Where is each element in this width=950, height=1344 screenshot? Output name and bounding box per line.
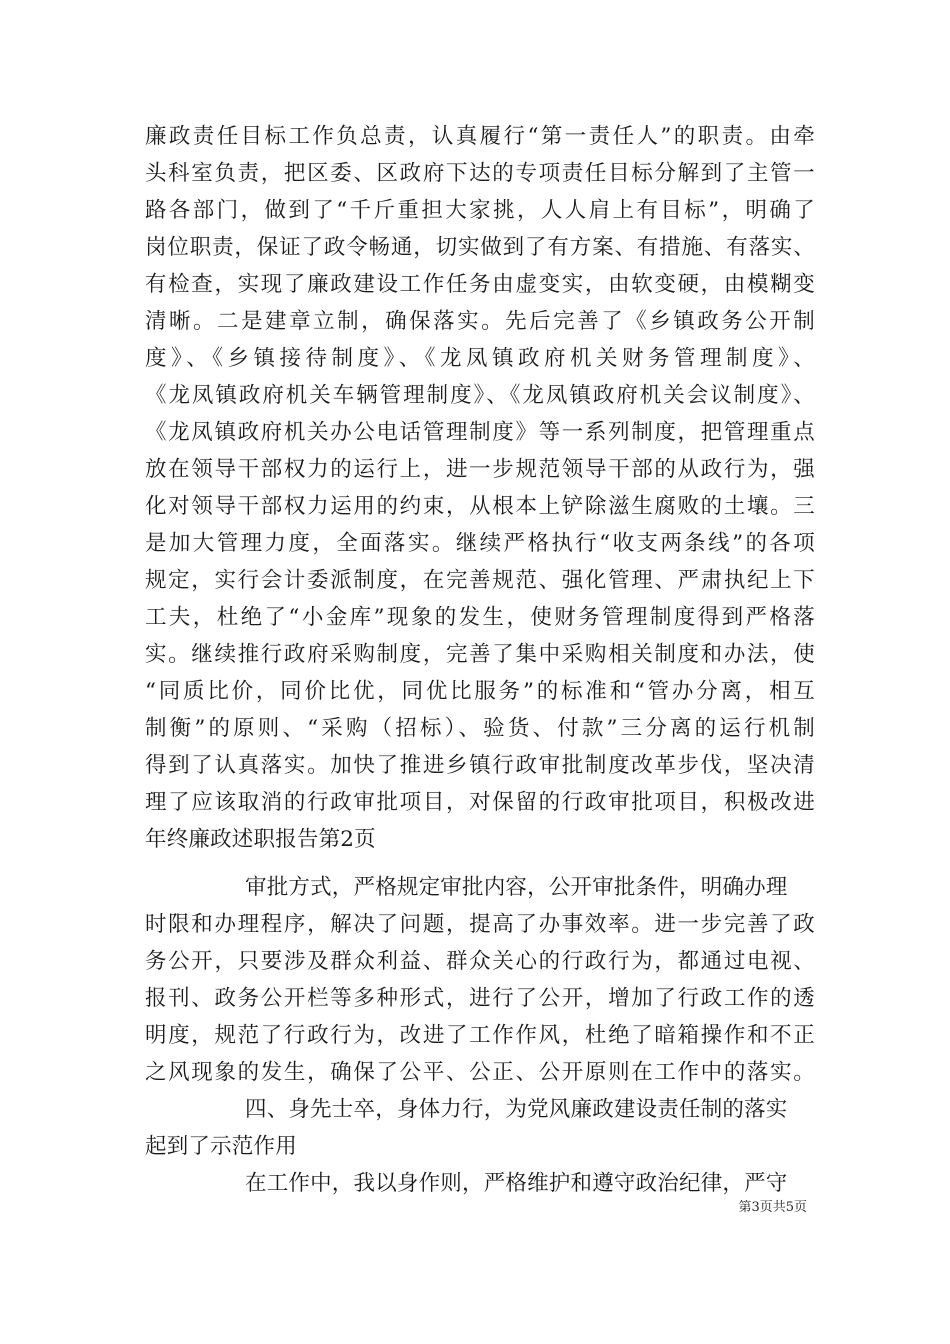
text-line: 理了应该取消的行政审批项目，对保留的行政审批项目，积极改进: [145, 790, 815, 815]
text-line: 化对领导干部权力运用的约束，从根本上铲除滋生腐败的土壤。三: [145, 494, 815, 519]
text-line: 岗位职责，保证了政令畅通，切实做到了有方案、有措施、有落实、: [145, 235, 815, 260]
text-line: 务公开，只要涉及群众利益、群众关心的行政行为，都通过电视、: [145, 949, 815, 974]
text-line: 廉政责任目标工作负总责，认真履行“第一责任人”的职责。由牵: [145, 124, 815, 149]
text-line: 实。继续推行政府采购制度，完善了集中采购相关制度和办法，使: [145, 642, 815, 667]
body-text-bottom: [145, 869, 815, 1202]
section-heading-line: 起到了示范作用: [145, 1134, 297, 1159]
text-line: 放在领导干部权力的运行上，进一步规范领导干部的从政行为，强: [145, 457, 815, 482]
text-line: 《龙凤镇政府机关车辆管理制度》、《龙凤镇政府机关会议制度》、: [145, 383, 815, 408]
text-line: 工夫，杜绝了“小金库”现象的发生，使财务管理制度得到严格落: [145, 605, 815, 630]
text-line: 审批方式，严格规定审批内容，公开审批条件，明确办理: [245, 875, 788, 900]
page-marker-line: 年终廉政述职报告第2页: [145, 827, 376, 852]
text-line: 报刊、政务公开栏等多种形式，进行了公开，增加了行政工作的透: [145, 986, 815, 1011]
text-line: 在工作中，我以身作则，严格维护和遵守政治纪律，严守: [245, 1171, 788, 1196]
text-line: 明度，规范了行政行为，改进了工作作风，杜绝了暗箱操作和不正: [145, 1023, 815, 1048]
text-line: 规定，实行会计委派制度，在完善规范、强化管理、严肃执纪上下: [145, 568, 815, 593]
text-line: 制衡”的原则、“采购（招标）、验货、付款”三分离的运行机制: [145, 716, 815, 741]
text-line: 《龙凤镇政府机关办公电话管理制度》等一系列制度，把管理重点: [145, 420, 815, 445]
text-line: 之风现象的发生，确保了公平、公正、公开原则在工作中的落实。: [145, 1060, 815, 1085]
text-line: 清晰。二是建章立制，确保落实。先后完善了《乡镇政务公开制: [145, 309, 815, 334]
text-line: 时限和办理程序，解决了问题，提高了办事效率。进一步完善了政: [145, 912, 815, 937]
text-line: “同质比价，同价比优，同优比服务”的标准和“管办分离，相互: [145, 679, 815, 704]
text-line: 度》、《乡镇接待制度》、《龙凤镇政府机关财务管理制度》、: [145, 346, 815, 371]
page-number-footer: 第3页共5页: [738, 1200, 807, 1215]
text-line: 是加大管理力度，全面落实。继续严格执行“收支两条线”的各项: [145, 531, 815, 556]
body-text-top: [145, 118, 815, 858]
text-line: 路各部门，做到了“千斤重担大家挑，人人肩上有目标”，明确了: [145, 198, 815, 223]
text-line: 得到了认真落实。加快了推进乡镇行政审批制度改革步伐，坚决清: [145, 753, 815, 778]
text-line: 有检查，实现了廉政建设工作任务由虚变实，由软变硬，由模糊变: [145, 272, 815, 297]
text-line: 头科室负责，把区委、区政府下达的专项责任目标分解到了主管一: [145, 161, 815, 186]
section-heading-line: 四、身先士卒，身体力行，为党风廉政建设责任制的落实: [245, 1097, 788, 1122]
